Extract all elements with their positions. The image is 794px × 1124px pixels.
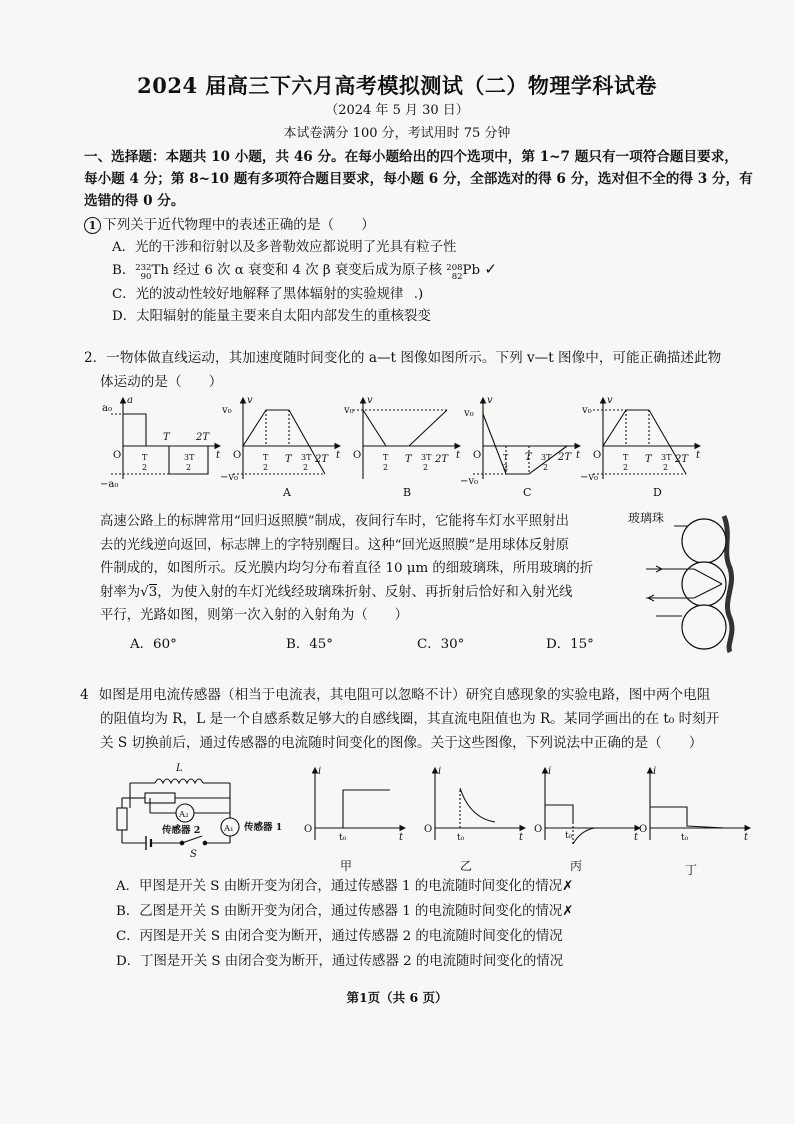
c-three-num: 3T	[541, 453, 552, 462]
at-graph-curve	[123, 414, 208, 474]
pb-symbol: Pb	[462, 263, 481, 278]
ding-axis-i: i	[653, 766, 657, 777]
at-three-num: 3T	[184, 453, 195, 462]
section-line-1: 一、选择题：本题共 10 小题，共 46 分。在每小题给出的四个选项中，第 1~7 题只有一项符合题目要求，	[84, 149, 738, 165]
q1-option-b	[112, 259, 497, 282]
a-axis-v: v	[247, 395, 253, 406]
d-2T: 2T	[675, 454, 689, 465]
question-3-text	[100, 510, 620, 628]
q3-line-4a: 射率为	[100, 584, 141, 600]
graph-label-d: D	[653, 486, 662, 499]
ding-axis-t: t	[744, 832, 749, 843]
jia-origin: O	[304, 824, 313, 835]
a-half-den: 2	[263, 463, 269, 472]
graph-ding-curve	[650, 807, 725, 828]
c-v0: v₀	[464, 408, 474, 419]
d-T: T	[645, 454, 652, 465]
q1-option-c-text: C．光的波动性较好地解释了黑体辐射的实验规律	[112, 287, 404, 302]
b-axis-t: t	[456, 450, 461, 461]
cross-mark-icon: ✗	[562, 904, 574, 919]
at-T: T	[163, 432, 170, 443]
d-three-den: 2	[663, 463, 669, 472]
c-half-den: 2	[503, 463, 509, 472]
question-1-stem	[84, 213, 375, 234]
at-a0: a₀	[102, 403, 112, 414]
q1-option-b-text: 经过 6 次 α 衰变和 4 次 β 衰变后成为原子核	[169, 263, 447, 278]
c-axis-t: t	[576, 450, 581, 461]
d-half-num: T	[623, 453, 629, 462]
handwritten-mark: .)	[413, 287, 424, 302]
ding-origin: O	[639, 824, 648, 835]
yi-axis-t: t	[519, 832, 524, 843]
jia-t0: t₀	[339, 833, 347, 843]
sqrt-symbol: √	[140, 584, 149, 600]
graph-jia-curve	[343, 790, 390, 828]
q4-option-b-text: B．乙图是开关 S 由断开变为闭合，通过传感器 1 的电流随时间变化的情况	[116, 904, 563, 919]
inductor-label: L	[176, 763, 183, 774]
pb-atomic-number: 82	[451, 272, 463, 282]
q4-option-d: D．丁图是开关 S 由闭合变为断开，通过传感器 2 的电流随时间变化的情况	[116, 954, 564, 969]
q4-option-a-text: A．甲图是开关 S 由断开变为闭合，通过传感器 1 的电流随时间变化的情况	[116, 879, 563, 894]
at-axis-a: a	[127, 395, 133, 406]
c-neg-v0: −v₀	[460, 476, 479, 487]
resistor-left	[117, 808, 127, 830]
th-atomic-number: 90	[140, 272, 152, 282]
b-three-den: 2	[423, 463, 429, 472]
sensor-2-label: 传感器 2	[162, 825, 201, 836]
graph-a-curve	[243, 410, 325, 474]
question-4-line-1	[80, 683, 710, 703]
question-2-line-2: 体运动的是（ ）	[100, 374, 223, 390]
graph-c-curve	[483, 414, 567, 474]
switch-lever	[182, 836, 202, 843]
graph-label-jia: 甲	[340, 859, 353, 873]
section-instructions	[84, 146, 753, 212]
q1-option-c	[112, 283, 423, 302]
d-v0: v₀	[582, 405, 592, 416]
cross-mark-icon: ✗	[562, 879, 574, 894]
d-origin: O	[593, 450, 602, 461]
ding-t0: t₀	[681, 833, 689, 843]
q3-line-4	[100, 581, 620, 605]
graph-label-c: C	[523, 486, 532, 499]
question-1-text: 下列关于近代物理中的表述正确的是（ ）	[103, 217, 375, 233]
pb-nuclide-numbers	[446, 264, 462, 282]
graph-label-yi: 乙	[460, 859, 473, 873]
q3-line-1: 高速公路上的标牌常用“回归返照膜”制成，夜间行车时，它能将车灯水平照射出	[100, 514, 569, 529]
exam-date: （2024 年 5 月 30 日）	[325, 103, 469, 118]
b-axis-v: v	[367, 395, 373, 406]
q3-line-2: 去的光线逆向返回，标志牌上的字特别醒目。这种“回光返照膜”是用球体反射原	[100, 537, 569, 553]
at-origin: O	[113, 450, 122, 461]
c-axis-v: v	[487, 395, 493, 406]
b-2T: 2T	[435, 454, 449, 465]
a-three-num: 3T	[301, 453, 312, 462]
b-v0: v₀	[344, 405, 354, 416]
d-half-den: 2	[623, 463, 629, 472]
glass-bead-figure	[626, 506, 744, 652]
graph-yi-curve	[460, 788, 495, 822]
graph-label-ding: 丁	[685, 863, 698, 877]
q3-option-a: A．60°	[130, 637, 177, 652]
bing-t0: t₀	[565, 831, 573, 841]
bing-axis-i: i	[548, 766, 552, 777]
at-neg-a0: −a₀	[100, 479, 119, 490]
yi-origin: O	[424, 824, 433, 835]
inductor-coil	[155, 779, 203, 783]
circuit-diagram	[110, 758, 300, 858]
exam-title: 2024 届高三下六月高考模拟测试（二）物理学科试卷	[137, 73, 657, 98]
graph-bing-curve	[573, 828, 595, 844]
c-three-den: 2	[543, 463, 549, 472]
a-T: T	[285, 454, 292, 465]
q1-option-a: A．光的干涉和衍射以及多普勒效应都说明了光具有粒子性	[112, 240, 457, 255]
c-half-num: T	[503, 453, 509, 462]
yi-axis-i: i	[438, 766, 442, 777]
graph-b-curve	[363, 410, 447, 446]
sensor-2-symbol: A₂	[179, 810, 189, 820]
bing-origin: O	[534, 824, 543, 835]
glass-bead-label: 玻璃珠	[628, 511, 665, 525]
graph-label-a: A	[283, 486, 291, 499]
jia-axis-i: i	[318, 766, 322, 777]
a-neg-v0: −v₀	[220, 472, 239, 483]
b-origin: O	[353, 450, 362, 461]
q3-sqrt-value: 3	[148, 584, 158, 600]
graph-label-b: B	[403, 486, 412, 499]
at-axis-t: t	[216, 450, 221, 461]
q3-line-4b: ，为使入射的车灯光线经玻璃珠折射、反射、再折射后恰好和入射光线	[157, 584, 573, 600]
pb-mass-number: 208	[446, 263, 463, 273]
q4-option-b	[116, 900, 574, 919]
d-neg-v0: −v₀	[580, 472, 599, 483]
q4-graphs	[295, 760, 755, 878]
b-three-num: 3T	[421, 453, 432, 462]
at-half-den: 2	[142, 463, 148, 472]
d-three-num: 3T	[661, 453, 672, 462]
d-axis-t: t	[696, 450, 701, 461]
page-footer: 第1页（共 6 页）	[346, 990, 448, 1005]
q3-line-5: 平行，光路如图，则第一次入射的入射角为（ ）	[100, 608, 408, 623]
a-three-den: 2	[303, 463, 309, 472]
jia-axis-t: t	[399, 832, 404, 843]
exam-info: 本试卷满分 100 分，考试用时 75 分钟	[283, 126, 511, 141]
graph-bing-step	[545, 805, 573, 822]
q3-option-d: D．15°	[546, 637, 594, 652]
d-axis-v: v	[607, 395, 613, 406]
a-axis-t: t	[336, 450, 341, 461]
switch-label: S	[190, 849, 197, 860]
section-line-3: 选错的得 0 分。	[84, 193, 185, 209]
q3-option-b: B．45°	[286, 637, 333, 652]
at-2T: 2T	[196, 432, 210, 443]
a-2T: 2T	[315, 454, 329, 465]
th-mass-number: 232	[135, 263, 152, 273]
q1-option-d: D．太阳辐射的能量主要来自太阳内部发生的重核裂变	[112, 309, 431, 324]
q4-option-a	[116, 875, 573, 894]
sensor-1-label: 传感器 1	[244, 822, 283, 833]
c-origin: O	[473, 450, 482, 461]
yi-t0: t₀	[457, 833, 465, 843]
q4-line-1-text: 如图是用电流传感器（相当于电流表，其电阻可以忽略不计）研究自感现象的实验电路，图中两个电阻	[98, 687, 711, 703]
th-symbol: Th	[151, 263, 170, 278]
question-1-number: 1	[84, 217, 101, 234]
q3-line-3: 件制成的，如图所示。反光膜内均匀分布着直径 10 μm 的细玻璃珠，所用玻璃的折	[100, 561, 594, 576]
at-half-num: T	[142, 453, 148, 462]
checkmark-icon: ✓	[484, 260, 497, 278]
question-4-line-2: 的阻值均为 R，L 是一个自感系数足够大的自感线圈，其直流电阻值也为 R。某同学画出的在 t₀ 时刻开	[100, 711, 720, 727]
a-half-num: T	[263, 453, 269, 462]
at-three-den: 2	[186, 463, 192, 472]
a-v0: v₀	[222, 405, 232, 416]
th-nuclide-numbers	[135, 264, 151, 282]
c-2T: 2T	[558, 452, 572, 463]
sensor-1-symbol: A₁	[224, 824, 234, 834]
question-4-line-3: 关 S 切换前后，通过传感器的电流随时间变化的图像。关于这些图像，下列说法中正确的是（ ）	[100, 735, 703, 751]
b-half-num: T	[383, 453, 389, 462]
question-2-line-1: 2．一物体做直线运动，其加速度随时间变化的 a—t 图像如图所示。下列 v—t 图像中，可能正确描述此物	[84, 350, 722, 366]
b-half-den: 2	[383, 463, 389, 472]
q2-graphs	[100, 394, 718, 502]
graph-label-bing: 丙	[570, 859, 583, 873]
q4-option-c: C．丙图是开关 S 由闭合变为断开，通过传感器 2 的电流随时间变化的情况	[116, 929, 563, 944]
bing-axis-t: t	[634, 832, 639, 843]
section-line-2: 每小题 4 分；第 8~10 题有多项符合题目要求，每小题 6 分，全部选对的得 6 分，选对但不全的得 3 分，有	[84, 171, 753, 187]
question-4-number: 4	[80, 687, 89, 703]
b-T: T	[405, 454, 412, 465]
a-origin: O	[233, 450, 242, 461]
q1-option-b-prefix: B．	[112, 263, 136, 278]
c-T: T	[525, 452, 532, 463]
q3-option-c: C．30°	[417, 637, 465, 652]
